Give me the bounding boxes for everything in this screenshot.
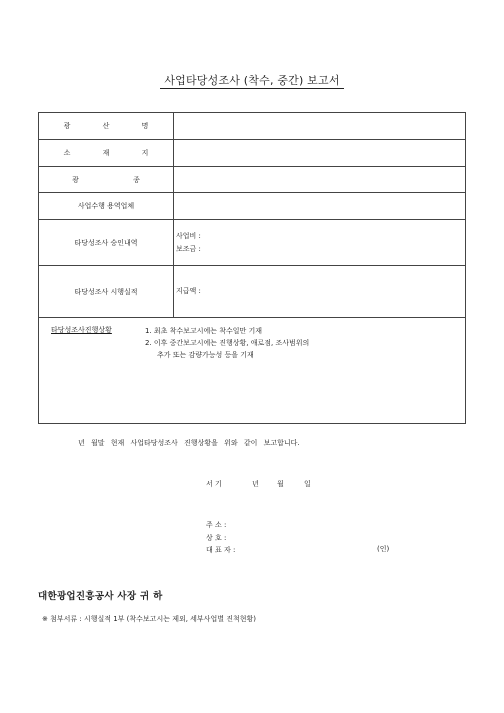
report-statement: 년 월말 현재 사업타당성조사 진행상황을 위와 같이 보고합니다. bbox=[78, 439, 300, 447]
progress-item: 1. 최초 착수보고시에는 착수일만 기재 bbox=[145, 327, 263, 335]
report-form-table bbox=[38, 112, 466, 424]
attachment-note: ※ 첨부서류 : 시행실적 1부 (착수보고시는 제외, 세부사업별 진척현황) bbox=[42, 615, 256, 623]
progress-item: 추가 또는 감량가능성 등을 기재 bbox=[157, 351, 254, 359]
date-year: 년 bbox=[251, 480, 259, 488]
seal-mark: (인) bbox=[377, 545, 390, 553]
label-performance: 타당성조사 시행실적 bbox=[39, 266, 174, 318]
company-label: 상 호 : bbox=[206, 533, 227, 542]
document-title bbox=[0, 72, 504, 88]
field-mineral[interactable] bbox=[174, 167, 466, 193]
row-approval bbox=[39, 220, 466, 266]
progress-item: 2. 이후 중간보고시에는 진행상황, 애로점, 조사범위의 bbox=[145, 339, 310, 347]
label-contractor: 사업수행 용역업체 bbox=[39, 193, 174, 220]
label-approval: 타당성조사 승인내역 bbox=[39, 220, 174, 266]
date-prefix: 서 기 bbox=[206, 480, 222, 488]
performance-paid: 지급액 : bbox=[176, 287, 201, 295]
date-day: 일 bbox=[303, 480, 311, 488]
row-performance bbox=[39, 266, 466, 318]
approval-budget: 사업비 : bbox=[176, 231, 201, 240]
field-performance[interactable] bbox=[174, 266, 466, 318]
progress-instructions bbox=[145, 325, 309, 361]
field-approval[interactable] bbox=[174, 220, 466, 266]
field-contractor[interactable] bbox=[174, 193, 466, 220]
date-month: 월 bbox=[276, 480, 284, 488]
document-title-text: 사업타당성조사 (착수, 중간) 보고서 bbox=[160, 74, 343, 89]
field-location[interactable] bbox=[174, 140, 466, 167]
approval-subsidy: 보조금 : bbox=[176, 244, 201, 253]
recipient: 대한광업진흥공사 사장 귀 하 bbox=[38, 591, 163, 602]
progress-label: 타당성조사진행상황 bbox=[51, 326, 112, 334]
label-location: 소 재 지 bbox=[39, 140, 174, 167]
label-mineral: 광 종 bbox=[39, 167, 174, 193]
representative-label: 대 표 자 : bbox=[206, 546, 236, 554]
label-mine-name: 광 산 명 bbox=[39, 113, 174, 140]
field-progress[interactable] bbox=[39, 318, 466, 424]
row-location bbox=[39, 140, 466, 167]
address-label: 주 소 : bbox=[206, 521, 227, 529]
row-progress bbox=[39, 318, 466, 424]
date-line bbox=[206, 479, 311, 489]
row-mineral bbox=[39, 167, 466, 193]
applicant-info bbox=[206, 519, 235, 557]
row-mine-name bbox=[39, 113, 466, 140]
row-contractor bbox=[39, 193, 466, 220]
field-mine-name[interactable] bbox=[174, 113, 466, 140]
